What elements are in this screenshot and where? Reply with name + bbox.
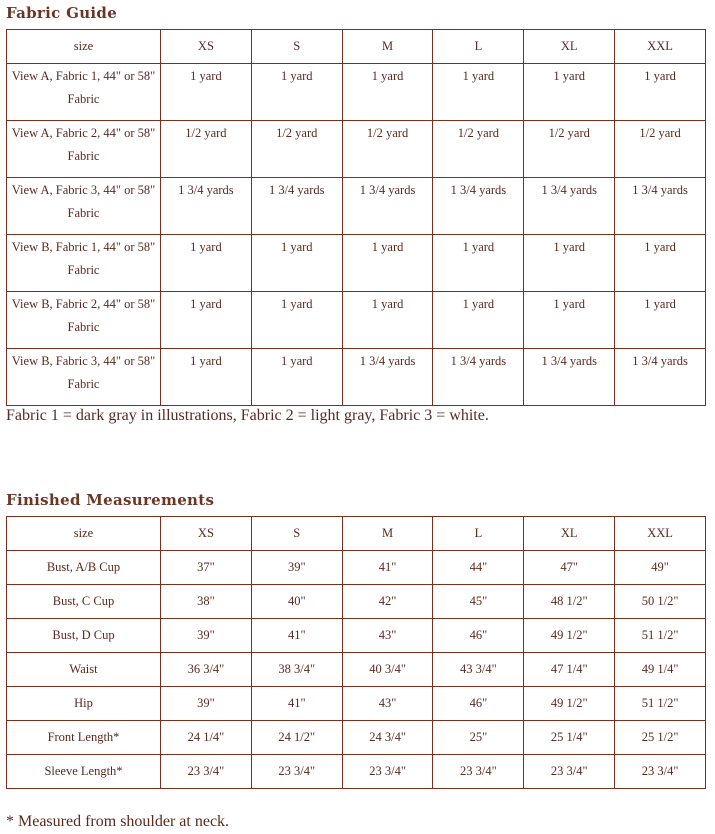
table-cell: 41" [251, 687, 342, 721]
table-cell: 1 yard [433, 64, 524, 121]
table-row [7, 551, 706, 585]
row-label: Sleeve Length* [7, 755, 161, 789]
table-cell: 1 yard [161, 292, 252, 349]
table-row [7, 178, 706, 235]
table-row [7, 121, 706, 178]
table-cell: 40 3/4" [342, 653, 433, 687]
table-cell: 1 yard [342, 64, 433, 121]
table-cell: 49" [615, 551, 706, 585]
table-cell: 1 yard [161, 64, 252, 121]
row-label: View B, Fabric 3, 44" or 58" Fabric [7, 349, 161, 406]
table-row [7, 349, 706, 406]
table-cell: 1 yard [342, 235, 433, 292]
table-cell: 43" [342, 619, 433, 653]
table-cell: 1 3/4 yards [342, 178, 433, 235]
table-cell: 1/2 yard [615, 121, 706, 178]
table-cell: 23 3/4" [433, 755, 524, 789]
table-cell: 47" [524, 551, 615, 585]
table-row [7, 653, 706, 687]
column-header: XL [524, 517, 615, 551]
column-header: XXL [615, 30, 706, 64]
table-cell: 25 1/2" [615, 721, 706, 755]
finished-measurements-table [6, 516, 706, 789]
table-cell: 1 yard [524, 235, 615, 292]
column-header: XS [161, 30, 252, 64]
table-cell: 43" [342, 687, 433, 721]
table-cell: 1 yard [524, 64, 615, 121]
column-header: XS [161, 517, 252, 551]
table-cell: 23 3/4" [524, 755, 615, 789]
column-header: S [251, 517, 342, 551]
table-cell: 42" [342, 585, 433, 619]
row-label: Bust, A/B Cup [7, 551, 161, 585]
table-cell: 1 yard [251, 64, 342, 121]
table-row [7, 235, 706, 292]
row-label: View A, Fabric 1, 44" or 58" Fabric [7, 64, 161, 121]
table-cell: 24 1/4" [161, 721, 252, 755]
table-cell: 1 3/4 yards [342, 349, 433, 406]
table-cell: 24 1/2" [251, 721, 342, 755]
row-label: Bust, C Cup [7, 585, 161, 619]
table-cell: 44" [433, 551, 524, 585]
table-cell: 45" [433, 585, 524, 619]
table-cell: 43 3/4" [433, 653, 524, 687]
table-cell: 1 yard [615, 235, 706, 292]
table-row [7, 585, 706, 619]
table-cell: 1 3/4 yards [433, 349, 524, 406]
table-cell: 25 1/4" [524, 721, 615, 755]
table-cell: 36 3/4" [161, 653, 252, 687]
column-header: size [7, 30, 161, 64]
table-row [7, 619, 706, 653]
row-label: View B, Fabric 2, 44" or 58" Fabric [7, 292, 161, 349]
table-cell: 1 3/4 yards [524, 178, 615, 235]
table-cell: 50 1/2" [615, 585, 706, 619]
table-row [7, 292, 706, 349]
column-header: M [342, 30, 433, 64]
table-cell: 1 yard [251, 349, 342, 406]
table-cell: 1 3/4 yards [615, 178, 706, 235]
table-row [7, 755, 706, 789]
table-cell: 49 1/2" [524, 619, 615, 653]
table-cell: 39" [161, 619, 252, 653]
table-cell: 23 3/4" [342, 755, 433, 789]
table-cell: 46" [433, 619, 524, 653]
row-label: Hip [7, 687, 161, 721]
table-cell: 38 3/4" [251, 653, 342, 687]
table-cell: 41" [342, 551, 433, 585]
table-cell: 51 1/2" [615, 619, 706, 653]
table-cell: 24 3/4" [342, 721, 433, 755]
table-cell: 1 yard [433, 292, 524, 349]
table-cell: 23 3/4" [251, 755, 342, 789]
table-cell: 1 yard [251, 292, 342, 349]
table-cell: 49 1/4" [615, 653, 706, 687]
table-cell: 51 1/2" [615, 687, 706, 721]
column-header: M [342, 517, 433, 551]
measurements-footnote: * Measured from shoulder at neck. [6, 813, 230, 830]
column-header: L [433, 30, 524, 64]
table-cell: 48 1/2" [524, 585, 615, 619]
table-cell: 47 1/4" [524, 653, 615, 687]
column-header: XL [524, 30, 615, 64]
table-cell: 1 yard [615, 64, 706, 121]
table-cell: 40" [251, 585, 342, 619]
table-cell: 1/2 yard [342, 121, 433, 178]
table-cell: 41" [251, 619, 342, 653]
table-cell: 1 yard [342, 292, 433, 349]
column-header: size [7, 517, 161, 551]
table-cell: 39" [251, 551, 342, 585]
table-cell: 23 3/4" [615, 755, 706, 789]
header-row [7, 517, 706, 551]
table-cell: 1/2 yard [433, 121, 524, 178]
table-cell: 37" [161, 551, 252, 585]
table-row [7, 687, 706, 721]
table-cell: 1 3/4 yards [251, 178, 342, 235]
table-cell: 1 yard [524, 292, 615, 349]
row-label: Waist [7, 653, 161, 687]
table-cell: 1 yard [615, 292, 706, 349]
table-row [7, 64, 706, 121]
row-label: Front Length* [7, 721, 161, 755]
table-cell: 1 3/4 yards [161, 178, 252, 235]
table-cell: 1/2 yard [524, 121, 615, 178]
table-cell: 1 yard [161, 235, 252, 292]
row-label: View B, Fabric 1, 44" or 58" Fabric [7, 235, 161, 292]
table-cell: 1/2 yard [251, 121, 342, 178]
fabric-guide-table [6, 29, 706, 406]
table-cell: 38" [161, 585, 252, 619]
row-label: View A, Fabric 3, 44" or 58" Fabric [7, 178, 161, 235]
table-cell: 49 1/2" [524, 687, 615, 721]
row-label: Bust, D Cup [7, 619, 161, 653]
column-header: XXL [615, 517, 706, 551]
finished-measurements-title: Finished Measurements [6, 491, 215, 509]
table-cell: 1 yard [161, 349, 252, 406]
header-row [7, 30, 706, 64]
column-header: S [251, 30, 342, 64]
row-label: View A, Fabric 2, 44" or 58" Fabric [7, 121, 161, 178]
fabric-guide-note: Fabric 1 = dark gray in illustrations, Fabric 2 = light gray, Fabric 3 = white. [6, 407, 489, 424]
column-header: L [433, 517, 524, 551]
table-cell: 23 3/4" [161, 755, 252, 789]
table-cell: 39" [161, 687, 252, 721]
table-cell: 1 yard [433, 235, 524, 292]
table-cell: 1 3/4 yards [433, 178, 524, 235]
table-cell: 1 3/4 yards [524, 349, 615, 406]
table-cell: 1/2 yard [161, 121, 252, 178]
table-row [7, 721, 706, 755]
table-cell: 46" [433, 687, 524, 721]
fabric-guide-title: Fabric Guide [6, 4, 118, 22]
table-cell: 1 yard [251, 235, 342, 292]
table-cell: 25" [433, 721, 524, 755]
table-cell: 1 3/4 yards [615, 349, 706, 406]
